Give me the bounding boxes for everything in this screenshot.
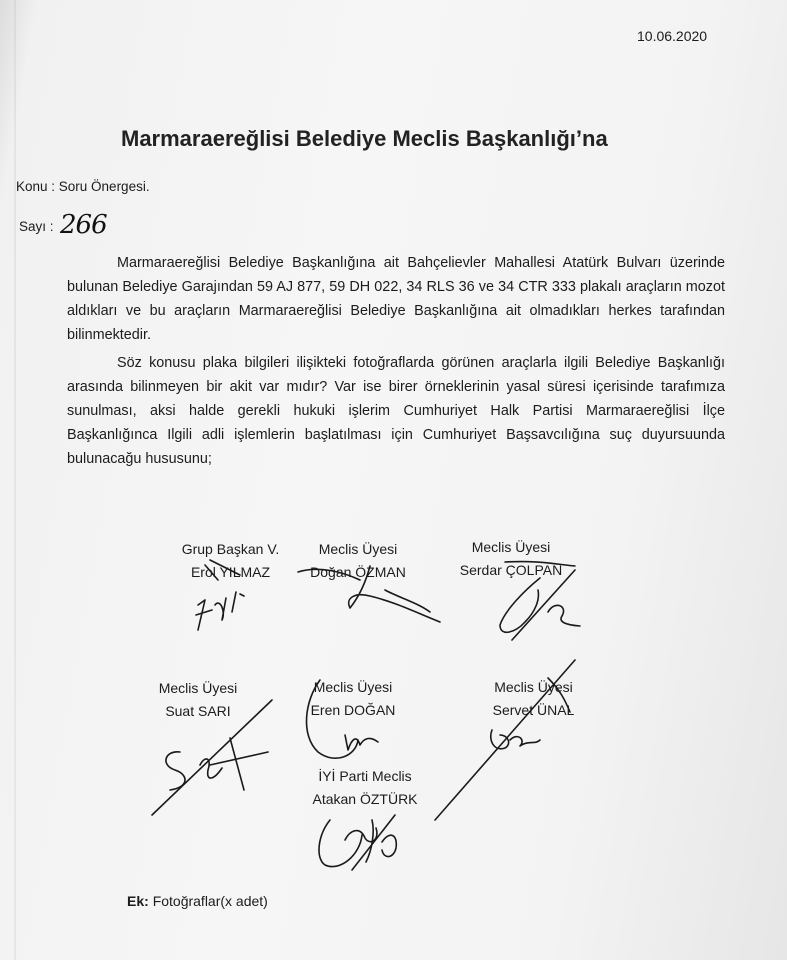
signatory-name: Doğan ÖZMAN: [310, 564, 406, 580]
signatory-name: Servet ÜNAL: [492, 702, 575, 718]
handwritten-number: 266: [60, 210, 107, 240]
signatory-block: [303, 538, 413, 584]
attachment-text: Fotoğraflar(x adet): [152, 893, 268, 909]
paragraph-1-text: Marmaraereğlisi Belediye Başkanlığına ait Bahçelievler Mahallesi Atatürk Bulvarı üzerinde bulunan Belediye Garajından 59 AJ 877, 59 DH 022, 34 RLS 36 ve 34 CTR 333 plakalı araçların mozot aldıkları ve bu araçların Marmaraereğlisi Belediye Başkanlığına ait olmadıkları herkes tarafından bilinmektedir.: [67, 255, 725, 343]
signatory-name: Serdar ÇOLPAN: [459, 562, 563, 578]
signatory-block: [303, 676, 403, 722]
signatory-name: Eren DOĞAN: [310, 702, 396, 718]
signatory-name: Erol YILMAZ: [190, 564, 271, 580]
document-date: 10.06.2020: [637, 28, 708, 44]
signatory-role: Grup Başkan V.: [181, 541, 280, 557]
signatory-role: Meclis Üyesi: [494, 679, 573, 695]
signatory-name: Atakan ÖZTÜRK: [312, 791, 418, 807]
paragraph-1: [67, 251, 725, 347]
signatory-block: [451, 536, 571, 582]
attachment-label: Ek:: [127, 893, 149, 909]
paragraph-2-text: Söz konusu plaka bilgileri ilişikteki fotoğraflarda görünen araçlarla ilgili Belediye Başkanlığı arasında bilinmeyen bir akit var mıdır? Var ise birer örneklerinin yasal süresi içerisinde tarafımıza sunulması, aksi halde gerekli hukuki işlerim Cumhuriyet Halk Partisi Marmaraereğlisi İlçe Başkanlığınca Ilgili adli işlemlerin başlatılması için Cumhuriyet Başsavcılığına suç duyursuunda bulunacağu hususunu;: [67, 355, 725, 467]
signatory-block: [148, 677, 248, 723]
signatory-block: [300, 765, 430, 811]
signatory-role: Meclis Üyesi: [313, 679, 393, 695]
signatory-block: [481, 676, 586, 722]
attachment-line: [127, 893, 268, 909]
signatory-block: [173, 538, 288, 584]
signatory-role: Meclis Üyesi: [318, 541, 398, 557]
paper-crease: [14, 0, 16, 960]
signature-atakan-ozturk: [319, 815, 396, 870]
subject-line: Konu : Soru Önergesi.: [16, 179, 150, 194]
paragraph-2: [67, 351, 725, 471]
signatory-role: İYİ Parti Meclis: [318, 768, 412, 784]
signatory-role: Meclis Üyesi: [471, 539, 551, 555]
signatory-role: Meclis Üyesi: [158, 680, 238, 696]
number-label: Sayı :: [19, 219, 54, 234]
signatory-name: Suat SARI: [165, 703, 231, 719]
document-title: Marmaraereğlisi Belediye Meclis Başkanlığı’na: [121, 126, 608, 151]
